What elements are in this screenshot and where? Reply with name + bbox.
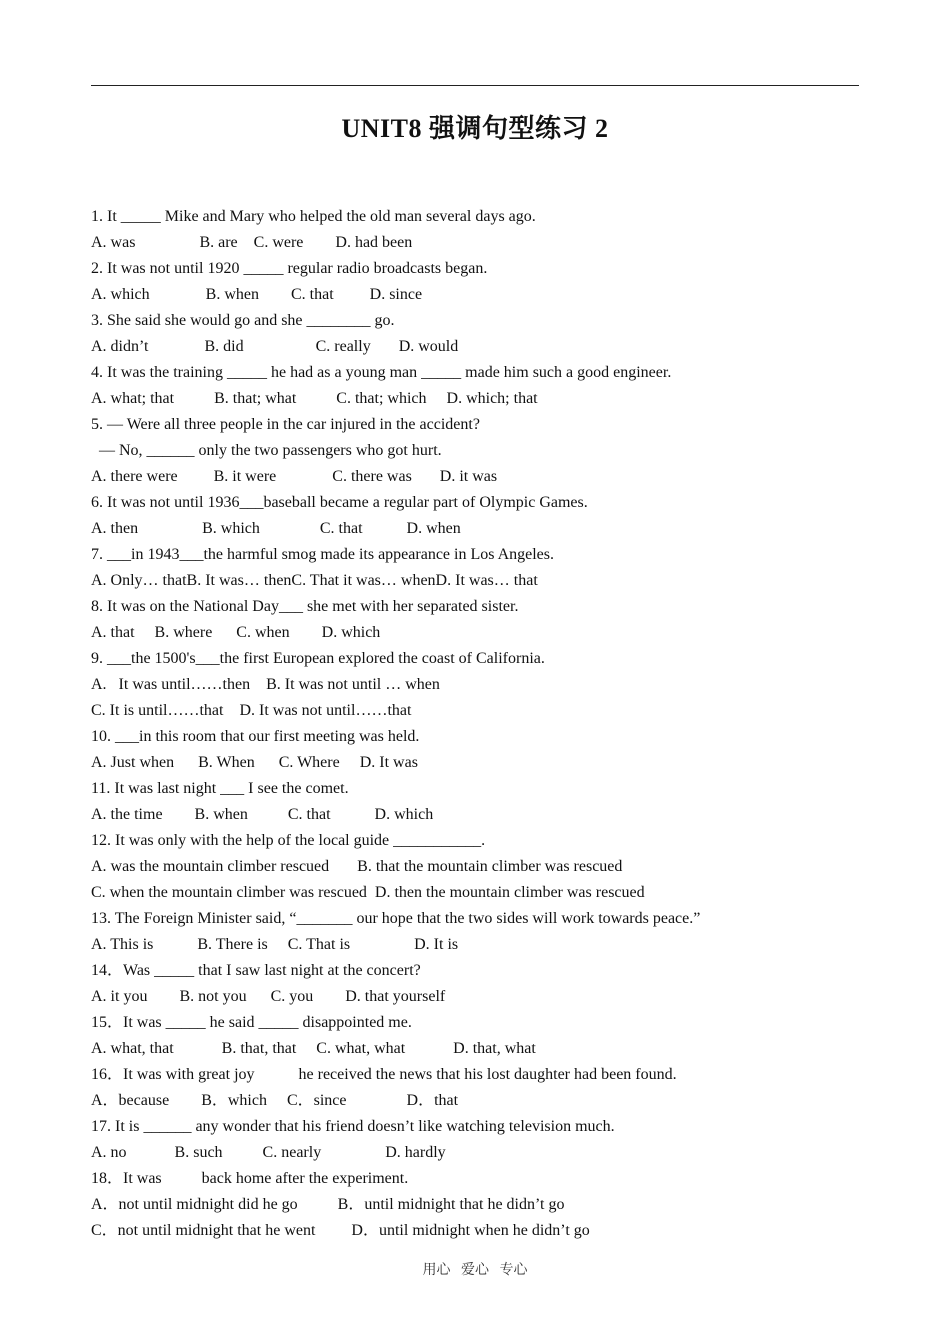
question-line: 17. It is ______ any wonder that his friend doesn’t like watching television much.	[91, 1118, 615, 1135]
question-line: 9. ___the 1500's___the first European explored the coast of California.	[91, 650, 545, 667]
options-line: A. This is B. There is C. That is D. It is	[91, 936, 459, 953]
question-line: 15．It was _____ he said _____ disappointed me.	[91, 1014, 412, 1031]
options-line: A. that B. where C. when D. which	[91, 624, 381, 641]
question-line: — No, ______ only the two passengers who got hurt.	[91, 442, 442, 459]
options-line: A. then B. which C. that D. when	[91, 520, 461, 537]
question-line: 16．It was with great joy he received the news that his lost daughter had been found.	[91, 1066, 677, 1083]
question-line: 18．It was back home after the experiment.	[91, 1170, 409, 1187]
page-footer: 用心 爱心 专心	[422, 1263, 528, 1278]
question-line: 5. — Were all three people in the car injured in the accident?	[91, 416, 480, 433]
question-line: 10. ___in this room that our first meeting was held.	[91, 728, 420, 745]
options-line: A．because B．which C．since D．that	[91, 1092, 459, 1109]
question-line: 11. It was last night ___ I see the comet.	[91, 780, 349, 797]
question-line: 8. It was on the National Day___ she met with her separated sister.	[91, 598, 519, 615]
header-rule	[91, 85, 859, 86]
options-line: A. it you B. not you C. you D. that yourself	[91, 988, 446, 1005]
options-line: A. what; that B. that; what C. that; which D. which; that	[91, 390, 538, 407]
question-line: 7. ___in 1943___the harmful smog made its appearance in Los Angeles.	[91, 546, 555, 563]
question-line: 2. It was not until 1920 _____ regular radio broadcasts began.	[91, 260, 488, 277]
options-line: A. what, that B. that, that C. what, what D. that, what	[91, 1040, 536, 1057]
options-line: A. the time B. when C. that D. which	[91, 806, 434, 823]
page-title: UNIT8 强调句型练习 2	[341, 114, 609, 143]
question-line: 14．Was _____ that I saw last night at the concert?	[91, 962, 421, 979]
options-line: A. was the mountain climber rescued B. that the mountain climber was rescued	[91, 858, 623, 875]
question-line: 3. She said she would go and she ________ go.	[91, 312, 395, 329]
options-line: A. Just when B. When C. Where D. It was	[91, 754, 418, 771]
options-line: A. which B. when C. that D. since	[91, 286, 423, 303]
options-line: A. Only… thatB. It was… thenC. That it was… whenD. It was… that	[91, 572, 538, 589]
options-line: C. It is until……that D. It was not until……that	[91, 702, 412, 719]
options-line: A．not until midnight did he go B．until midnight that he didn’t go	[91, 1196, 565, 1213]
question-line: 1. It _____ Mike and Mary who helped the old man several days ago.	[91, 208, 536, 225]
options-line: A. didn’t B. did C. really D. would	[91, 338, 459, 355]
options-line: A. It was until……then B. It was not until … when	[91, 676, 440, 693]
options-line: C. when the mountain climber was rescued D. then the mountain climber was rescued	[91, 884, 645, 901]
question-line: 6. It was not until 1936___baseball became a regular part of Olympic Games.	[91, 494, 588, 511]
options-line: A. was B. are C. were D. had been	[91, 234, 413, 251]
options-line: C．not until midnight that he went D．until midnight when he didn’t go	[91, 1222, 590, 1239]
question-line: 13. The Foreign Minister said, “_______ our hope that the two sides will work towards peace.”	[91, 910, 701, 927]
question-line: 4. It was the training _____ he had as a young man _____ made him such a good engineer.	[91, 364, 672, 381]
question-line: 12. It was only with the help of the local guide ___________.	[91, 832, 486, 849]
options-line: A. no B. such C. nearly D. hardly	[91, 1144, 446, 1161]
exercise-content	[91, 204, 881, 1244]
options-line: A. there were B. it were C. there was D. it was	[91, 468, 498, 485]
